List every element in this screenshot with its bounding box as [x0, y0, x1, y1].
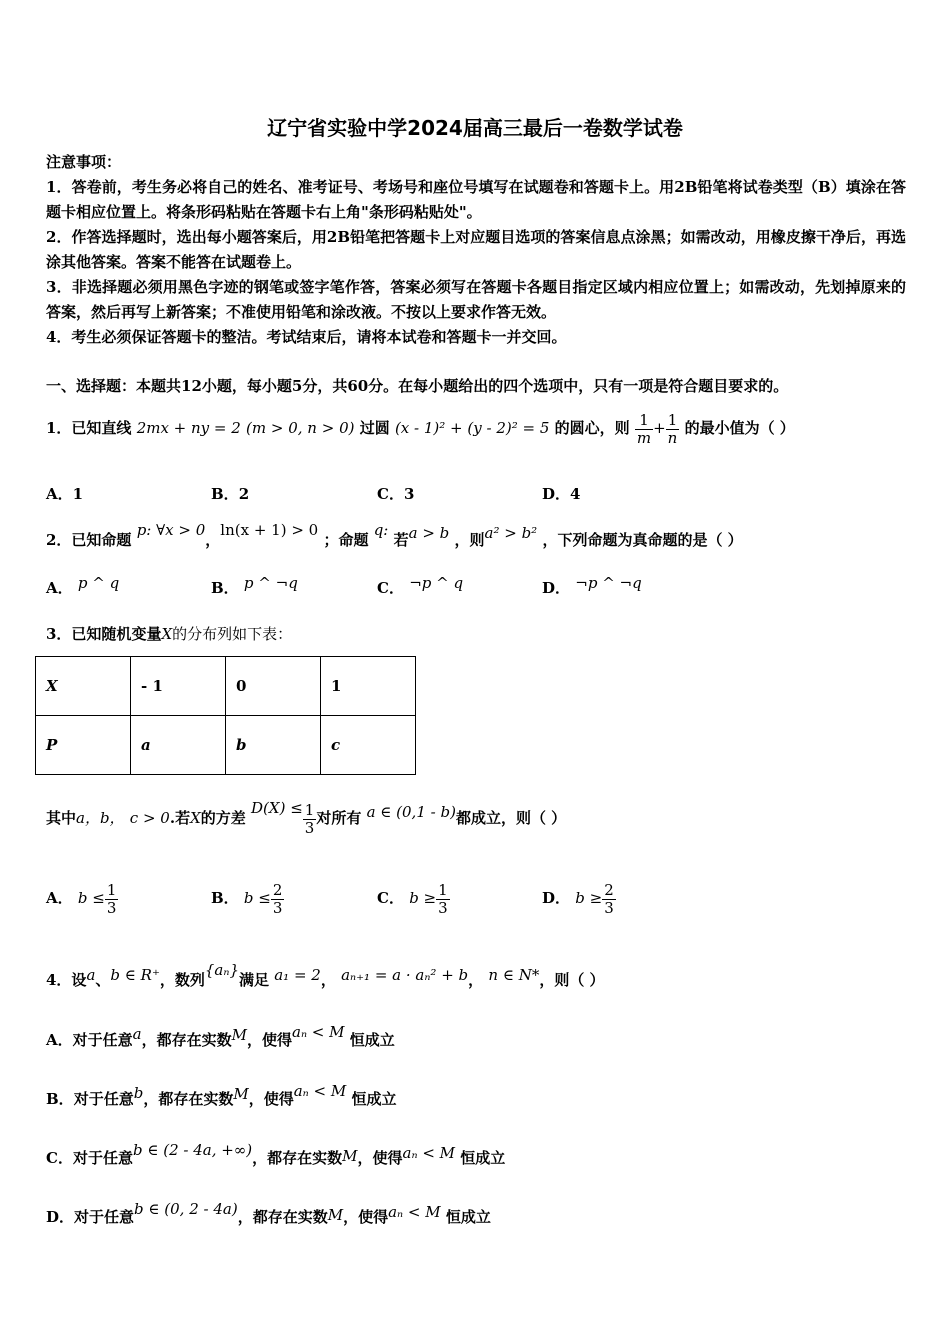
- page-title: 辽宁省实验中学2024届高三最后一卷数学试卷: [267, 116, 683, 140]
- q3-variance: D(X) ≤: [251, 799, 303, 817]
- q4-comma: ，: [468, 971, 484, 989]
- table-cell: 1: [321, 657, 416, 716]
- q1-text: 的最小值为（ ）: [684, 419, 795, 437]
- table-row: [36, 657, 416, 716]
- q4-var-a: a: [86, 966, 96, 984]
- q1-fraction-1-over-n: $\frac{1}{n}$: [667, 410, 678, 447]
- q3-text: 对所有: [316, 809, 362, 827]
- q2-prop-q: q:: [373, 521, 389, 539]
- q2-text: 若: [393, 531, 409, 549]
- q4-text: ，数列: [159, 971, 205, 989]
- q3-text: 的分布列如下表：: [172, 625, 293, 643]
- table-cell: - 1: [131, 657, 226, 716]
- q4-text: 4．设: [46, 971, 87, 989]
- table-cell: P: [36, 716, 131, 775]
- q3-condition: [46, 798, 566, 838]
- question-2: [46, 521, 743, 553]
- q2-comma: ，: [205, 531, 221, 549]
- q1-text: 的圆心，则: [554, 419, 630, 437]
- q3-text: 其中: [46, 809, 77, 827]
- q3-option-c: C． b ≥ $\frac{1}{3}$: [377, 880, 448, 917]
- q4-option-a: A．对于任意a，都存在实数M，使得aₙ < M 恒成立: [46, 1023, 395, 1049]
- q1-option-c: C．3: [377, 485, 415, 503]
- table-cell: b: [226, 716, 321, 775]
- q3-text: 3．已知随机变量: [46, 625, 162, 643]
- q3-var-x: X: [190, 809, 201, 827]
- q4-n-domain: n ∈ N*: [488, 966, 540, 984]
- q3-c-positive: c > 0: [129, 809, 170, 827]
- q2-a-gt-b: a > b: [408, 524, 450, 542]
- table-cell: X: [36, 657, 131, 716]
- q3-var-x: X: [161, 625, 173, 643]
- q2-option-c: C． ¬p ^ q: [377, 574, 464, 597]
- question-3: [46, 622, 292, 647]
- notice-item-3: 3．非选择题必须用黑色字迹的钢笔或签字笔作答，答案必须写在答题卡各题目指定区域内相应位置上；如需改动，先划掉原来的答案，然后再写上新答案；不准使用铅笔和涂改液。不按以上要求作答无效。: [46, 278, 906, 321]
- q2-prop-p: p: ∀x > 0: [136, 521, 206, 539]
- q3-option-b: B． b ≤ $\frac{2}{3}$: [211, 880, 283, 917]
- section-heading: 一、选择题：本题共12小题，每小题5分，共60分。在每小题给出的四个选项中，只有一项是符合题目要求的。: [46, 377, 789, 395]
- q3-text: 的方差: [200, 809, 246, 827]
- q2-text: ，下列命题为真命题的是（ ）: [542, 531, 743, 549]
- q3-vars: a，b，: [76, 809, 125, 827]
- q4-initial: a₁ = 2: [274, 966, 321, 984]
- table-cell: a: [131, 716, 226, 775]
- notice-heading: 注意事项：: [46, 153, 122, 171]
- notice-item-2: 2．作答选择题时，选出每小题答案后，用2B铅笔把答题卡上对应题目选项的答案信息点涂黑；如需改动，用橡皮擦干净后，再选涂其他答案。答案不能答在试题卷上。: [46, 228, 906, 271]
- q4-sequence: {aₙ}: [204, 961, 239, 979]
- question-1: [46, 408, 795, 448]
- q3-option-a: A． b ≤ $\frac{1}{3}$: [46, 880, 117, 917]
- q2-text: ；命题: [323, 531, 369, 549]
- q1-option-d: D．4: [542, 485, 581, 503]
- q2-option-d: D． ¬p ^ ¬q: [542, 574, 642, 597]
- q1-circle-eq: (x - 1)² + (y - 2)² = 5: [394, 419, 550, 437]
- q3-text: .若: [169, 809, 191, 827]
- table-row: [36, 716, 416, 775]
- q1-condition: (m > 0, n > 0): [246, 419, 355, 437]
- q1-text: 过圆: [359, 419, 390, 437]
- notice-item-4: 4．考生必须保证答题卡的整洁。考试结束后，请将本试卷和答题卡一并交回。: [46, 328, 567, 346]
- q2-option-a: A． p ^ q: [46, 574, 120, 597]
- q3-range: a ∈ (0,1 - b): [366, 803, 456, 821]
- q3-fraction: $\frac{1}{3}$: [304, 800, 315, 837]
- q4-option-d: D．对于任意b ∈ (0, 2 - 4a)，都存在实数M，使得aₙ < M 恒成立: [46, 1200, 491, 1226]
- q4-option-c: C．对于任意b ∈ (2 - 4a, +∞)，都存在实数M，使得aₙ < M 恒成立: [46, 1141, 506, 1167]
- q4-var-b: b ∈ R⁺: [110, 966, 160, 984]
- q1-plus: +: [653, 419, 666, 437]
- question-4: [46, 961, 605, 993]
- q4-text: ，则（ ）: [539, 971, 605, 989]
- q4-text: 满足: [238, 971, 269, 989]
- q2-ln-expr: ln(x + 1) > 0: [220, 521, 319, 539]
- q1-line-eq: 2mx + ny = 2: [136, 419, 241, 437]
- q3-option-d: D． b ≥ $\frac{2}{3}$: [542, 880, 614, 917]
- q1-fraction-1-over-m: $\frac{1}{m}$: [636, 410, 652, 447]
- notice-item-1: 1．答卷前，考生务必将自己的姓名、准考证号、考场号和座位号填写在试题卷和答题卡上。用2B铅笔将试卷类型（B）填涂在答题卡相应位置上。将条形码粘贴在答题卡右上角"条形码粘贴处"。: [46, 178, 906, 221]
- q1-option-a: A．1: [46, 485, 84, 503]
- q2-option-b: B． p ^ ¬q: [211, 574, 298, 597]
- q4-recurrence: aₙ₊₁ = a · aₙ² + b: [341, 966, 469, 984]
- q1-text: 1．已知直线: [46, 419, 132, 437]
- q1-option-b: B．2: [211, 485, 250, 503]
- q2-text: 2．已知命题: [46, 531, 132, 549]
- distribution-table: [35, 656, 416, 775]
- table-cell: c: [321, 716, 416, 775]
- q2-text: ，则: [454, 531, 485, 549]
- q2-squares: a² > b²: [484, 524, 538, 542]
- q3-text: 都成立，则（ ）: [455, 809, 567, 827]
- q4-option-b: B．对于任意b，都存在实数M，使得aₙ < M 恒成立: [46, 1082, 397, 1108]
- q4-comma: ，: [320, 971, 336, 989]
- table-cell: 0: [226, 657, 321, 716]
- q4-sep: 、: [95, 971, 111, 989]
